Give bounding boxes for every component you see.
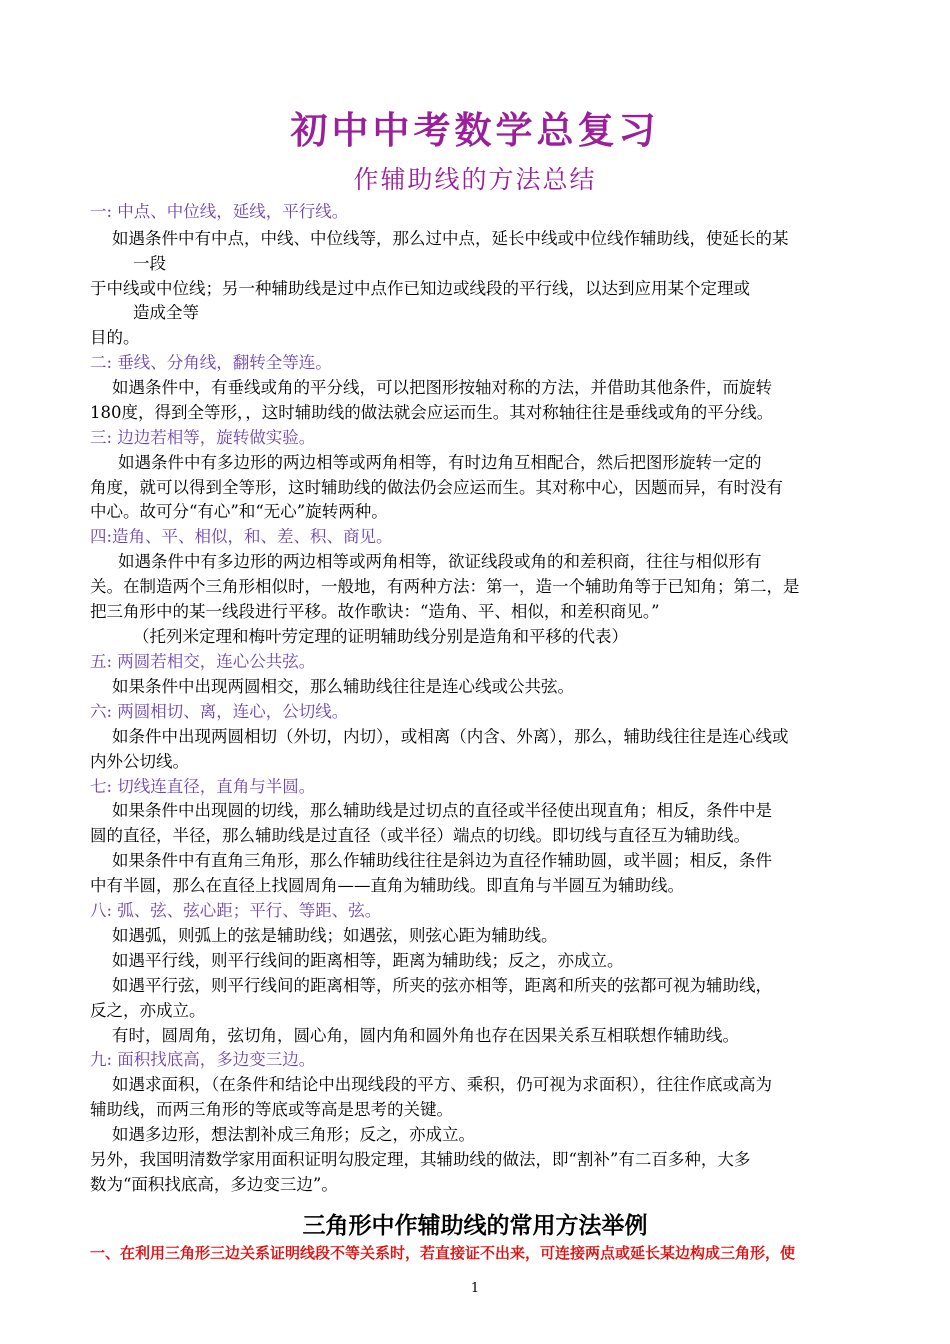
paragraph-line: 180度，得到全等形，，这时辅助线的做法就会应运而生。其对称轴往往是垂线或角的平分线。 [90, 403, 774, 422]
paragraph-line: 如遇弧，则弧上的弦是辅助线；如遇弦，则弦心距为辅助线。 [112, 926, 558, 945]
paragraph-line: 于中线或中位线；另一种辅助线是过中点作已知边或线段的平行线，以达到应用某个定理或 [90, 279, 750, 298]
paragraph-line: 如果条件中出现两圆相交，那么辅助线往往是连心线或公共弦。 [112, 677, 574, 696]
paragraph-line: 另外，我国明清数学家用面积证明勾股定理，其辅助线的做法，即“割补”有二百多种，大多 [90, 1150, 751, 1169]
heading-1: 一: 中点、中位线，延线，平行线。 [90, 202, 349, 221]
document-title: 初中中考数学总复习 [290, 108, 660, 152]
paragraph-line: 如遇条件中有多边形的两边相等或两角相等，有时边角互相配合，然后把图形旋转一定的 [118, 453, 762, 472]
paragraph-line: 如果条件中出现圆的切线，那么辅助线是过切点的直径或半径使出现直角；相反，条件中是 [112, 801, 772, 820]
paragraph-line: 如遇平行弦，则平行线间的距离相等，所夹的弦亦相等，距离和所夹的弦都可视为辅助线， [112, 976, 772, 995]
paragraph-line: 反之，亦成立。 [90, 1001, 206, 1020]
document-subtitle: 作辅助线的方法总结 [353, 165, 597, 194]
heading-9: 九: 面积找底高，多边变三边。 [90, 1050, 316, 1069]
paragraph-line: 如条件中出现两圆相切（外切，内切），或相离（内含、外离），那么，辅助线往往是连心线或 [112, 727, 789, 746]
paragraph-line: 如遇条件中，有垂线或角的平分线，可以把图形按轴对称的方法，并借助其他条件，而旋转 [112, 378, 772, 397]
paragraph-line: 角度，就可以得到全等形，这时辅助线的做法仍会应运而生。其对称中心，因题而异，有时没有 [90, 478, 783, 497]
paragraph-line: 如果条件中有直角三角形，那么作辅助线往往是斜边为直径作辅助圆，或半圆；相反，条件 [112, 851, 772, 870]
paragraph-line: 中有半圆，那么在直径上找圆周角——直角为辅助线。即直角与半圆互为辅助线。 [90, 876, 684, 895]
heading-2: 二: 垂线、分角线，翻转全等连。 [90, 353, 332, 372]
heading-4: 四:造角、平、相似，和、差、积、商见。 [90, 527, 393, 546]
paragraph-line: （托列米定理和梅叶劳定理的证明辅助线分别是造角和平移的代表） [133, 627, 628, 646]
paragraph-line: 圆的直径，半径，那么辅助线是过直径（或半径）端点的切线。即切线与直径互为辅助线。 [90, 826, 750, 845]
paragraph-line: 如遇求面积，（在条件和结论中出现线段的平方、乘积，仍可视为求面积），往往作底或高为 [112, 1075, 772, 1094]
heading-3: 三: 边边若相等，旋转做实验。 [90, 428, 316, 447]
paragraph-line: 有时，圆周角，弦切角，圆心角，圆内角和圆外角也存在因果关系互相联想作辅助线。 [112, 1026, 739, 1045]
paragraph-line: 关。在制造两个三角形相似时，一般地，有两种方法：第一，造一个辅助角等于已知角；第二，是 [90, 577, 800, 596]
paragraph-line: 数为“面积找底高，多边变三边”。 [90, 1175, 338, 1194]
paragraph-line: 造成全等 [133, 303, 199, 322]
section-title: 三角形中作辅助线的常用方法举例 [302, 1213, 648, 1239]
paragraph-line: 如遇条件中有多边形的两边相等或两角相等，欲证线段或角的和差积商，往往与相似形有 [118, 552, 762, 571]
paragraph-line: 目的。 [90, 328, 140, 347]
paragraph-line: 如遇条件中有中点，中线、中位线等，那么过中点，延长中线或中位线作辅助线，使延长的某 [112, 229, 789, 248]
page-number: 1 [470, 1281, 480, 1296]
heading-8: 八: 弧、弦、弦心距；平行、等距、弦。 [90, 901, 382, 920]
paragraph-line: 如遇平行线，则平行线间的距离相等，距离为辅助线；反之，亦成立。 [112, 951, 624, 970]
section-intro: 一、在利用三角形三边关系证明线段不等关系时，若直接证不出来，可连接两点或延长某边构成三角形，使 [90, 1244, 796, 1262]
paragraph-line: 如遇多边形，想法割补成三角形；反之，亦成立。 [112, 1125, 475, 1144]
paragraph-line: 一段 [133, 254, 166, 273]
paragraph-line: 辅助线，而两三角形的等底或等高是思考的关键。 [90, 1100, 453, 1119]
paragraph-line: 中心。故可分“有心”和“无心”旋转两种。 [90, 502, 388, 521]
heading-5: 五: 两圆若相交，连心公共弦。 [90, 652, 316, 671]
heading-7: 七: 切线连直径，直角与半圆。 [90, 777, 316, 796]
paragraph-line: 内外公切线。 [90, 752, 189, 771]
paragraph-line: 把三角形中的某一线段进行平移。故作歌诀：“造角、平、相似，和差积商见。” [90, 602, 660, 621]
heading-6: 六: 两圆相切、离，连心，公切线。 [90, 702, 349, 721]
